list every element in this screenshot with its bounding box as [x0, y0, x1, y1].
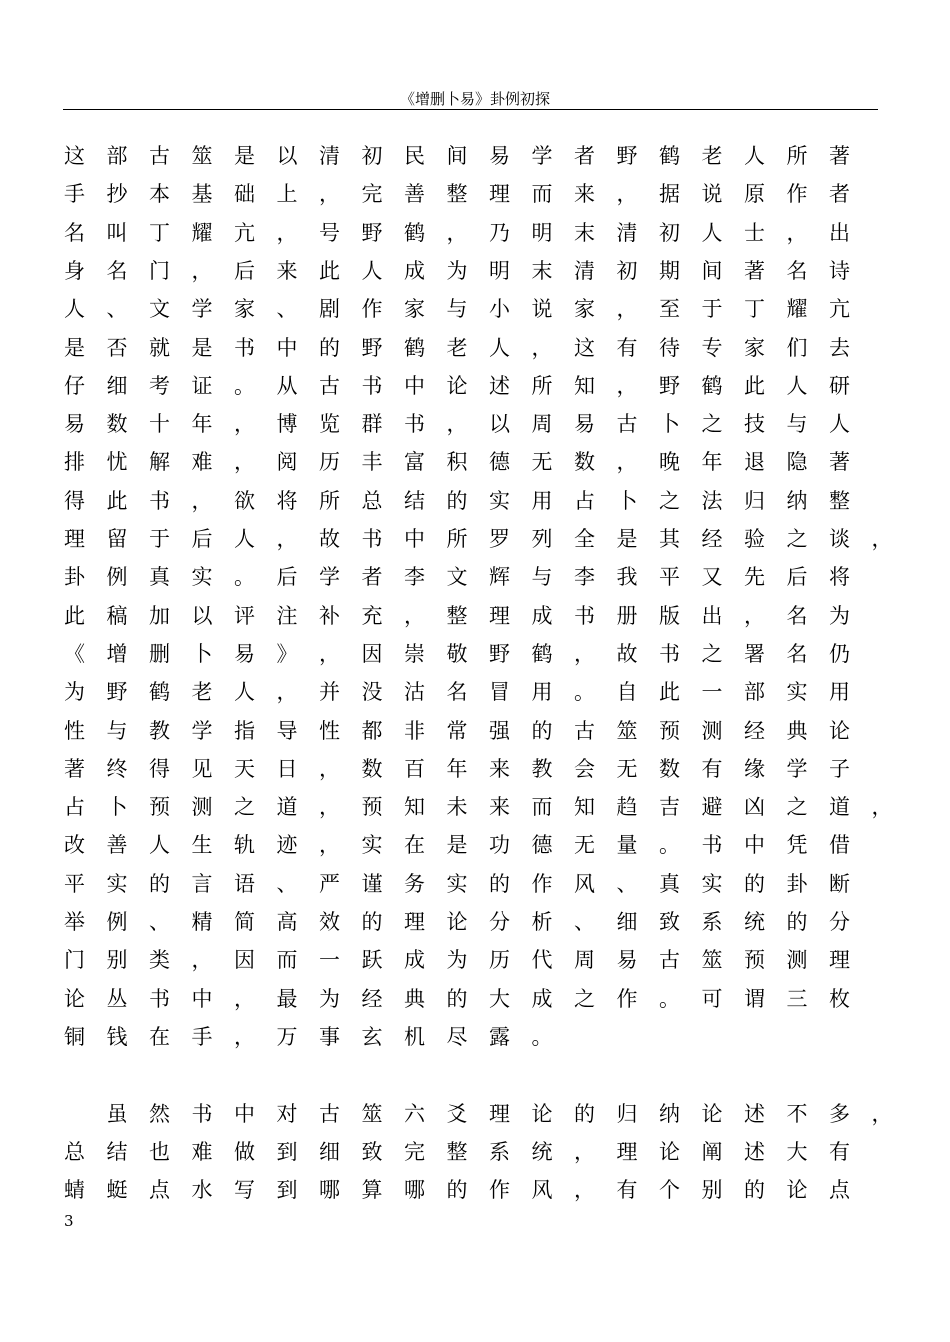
- text-line: 占 卜 预 测 之 道 ， 预 知 未 来 而 知 趋 吉 避 凶 之 道 ，: [64, 795, 893, 820]
- text-line: 论 丛 书 中 ， 最 为 经 典 的 大 成 之 作 。 可 谓 三 枚: [64, 986, 850, 1011]
- text-line: 身 名 门 ， 后 来 此 人 成 为 明 末 清 初 期 间 著 名 诗: [64, 258, 850, 283]
- text-line: 举 例 、 精 简 高 效 的 理 论 分 析 、 细 致 系 统 的 分: [64, 910, 850, 934]
- text-line: 卦 例 真 实 。 后 学 者 李 文 辉 与 李 我 平 又 先 后 将: [64, 565, 850, 590]
- text-line: 仔 细 考 证 。 从 古 书 中 论 述 所 知 ， 野 鹤 此 人 研: [64, 373, 850, 398]
- header-rule: [63, 109, 878, 110]
- text-line: 人 、 文 学 家 、 剧 作 家 与 小 说 家 ， 至 于 丁 耀 亢: [64, 297, 850, 322]
- text-line: 铜 钱 在 手 ， 万 事 玄 机 尽 露 。: [64, 1024, 553, 1049]
- text-line: 手 抄 本 基 础 上 ， 完 善 整 理 而 来 ， 据 说 原 作 者: [64, 182, 850, 207]
- text-line: 门 别 类 ， 因 而 一 跃 成 为 历 代 周 易 古 筮 预 测 理: [64, 948, 850, 973]
- text-line: 《 增 删 卜 易 》 ， 因 崇 敬 野 鹤 ， 故 书 之 署 名 仍: [64, 641, 850, 666]
- running-header: 《增删卜易》卦例初探: [399, 90, 550, 108]
- text-line: 总 结 也 难 做 到 细 致 完 整 系 统 ， 理 论 阐 述 大 有: [64, 1139, 850, 1164]
- text-line: 是 否 就 是 书 中 的 野 鹤 老 人 ， 这 有 待 专 家 们 去: [64, 335, 850, 360]
- text-line: 性 与 教 学 指 导 性 都 非 常 强 的 古 筮 预 测 经 典 论: [64, 718, 850, 743]
- text-line: 这 部 古 筮 是 以 清 初 民 间 易 学 者 野 鹤 老 人 所 著: [64, 144, 850, 168]
- text-line: 此 稿 加 以 评 注 补 充 ， 整 理 成 书 册 版 出 ， 名 为: [64, 603, 850, 628]
- text-line: 著 终 得 见 天 日 ， 数 百 年 来 教 会 无 数 有 缘 学 子: [64, 756, 850, 781]
- text-line: 平 实 的 言 语 、 严 谨 务 实 的 作 风 、 真 实 的 卦 断: [64, 871, 850, 896]
- text-line: 虽 然 书 中 对 古 筮 六 爻 理 论 的 归 纳 论 述 不 多 ，: [106, 1101, 893, 1126]
- text-line: 易 数 十 年 ， 博 览 群 书 ， 以 周 易 古 卜 之 技 与 人: [64, 412, 850, 437]
- text-line: 排 忧 解 难 ， 阅 历 丰 富 积 德 无 数 ， 晚 年 退 隐 著: [64, 450, 850, 475]
- text-line: 名 叫 丁 耀 亢 ， 号 野 鹤 ， 乃 明 末 清 初 人 士 ， 出: [64, 220, 850, 245]
- text-line: 理 留 于 后 人 ， 故 书 中 所 罗 列 全 是 其 经 验 之 谈 ，: [64, 527, 893, 551]
- page-number: 3: [64, 1212, 74, 1230]
- text-line: 得 此 书 ， 欲 将 所 总 结 的 实 用 占 卜 之 法 归 纳 整: [64, 488, 850, 513]
- text-line: 为 野 鹤 老 人 ， 并 没 沽 名 冒 用 。 自 此 一 部 实 用: [64, 680, 850, 705]
- text-line: 蜻 蜓 点 水 写 到 哪 算 哪 的 作 风 ， 有 个 别 的 论 点: [64, 1178, 850, 1203]
- text-line: 改 善 人 生 轨 迹 ， 实 在 是 功 德 无 量 。 书 中 凭 借: [64, 833, 850, 858]
